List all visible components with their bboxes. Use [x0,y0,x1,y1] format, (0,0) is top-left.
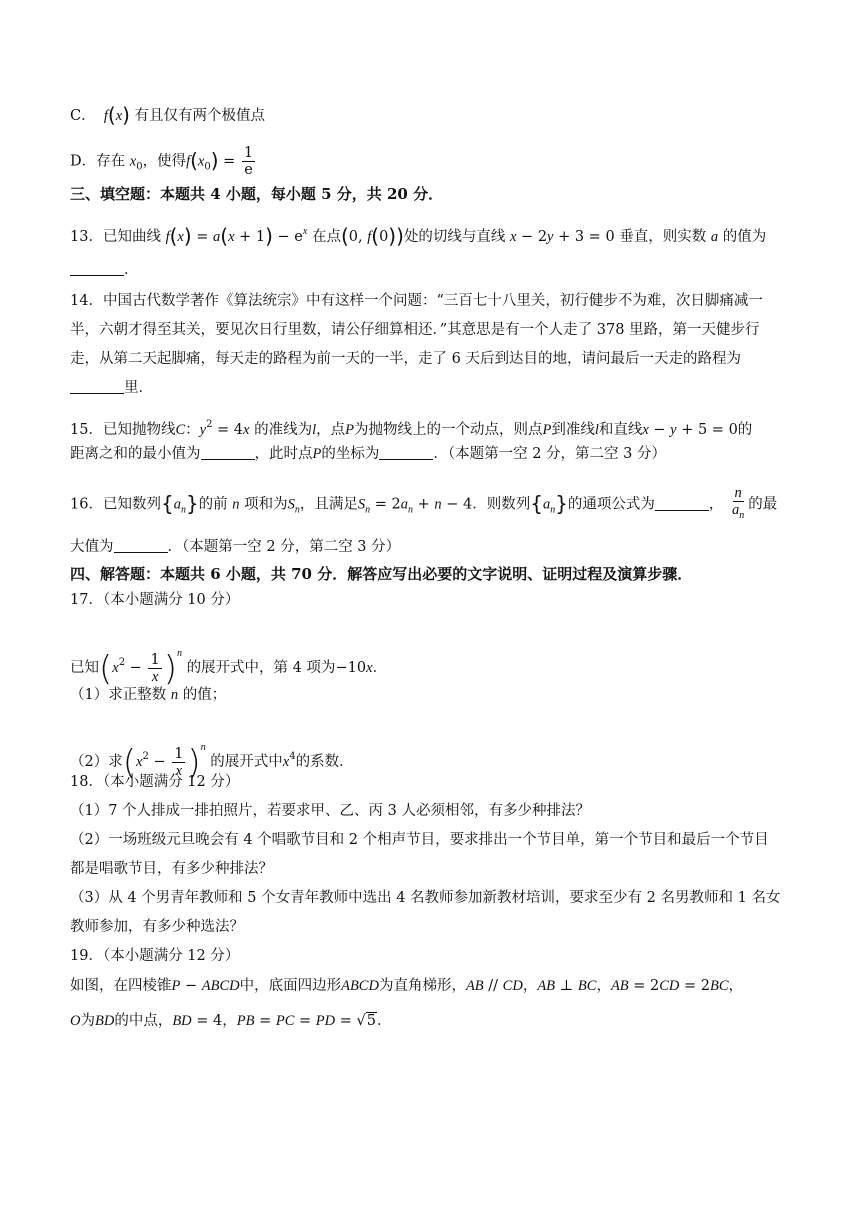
q14-line2: 半，六朝才得至其关，要见次日行里数，请公仔细算相还．”其意思是有一个人走了 378 里路，第一天健步行 [70,322,760,338]
q14-line1: 14．中国古代数学著作《算法统宗》中有这样一个问题：“三百七十八里关，初行健步不为难，次日脚痛减一 [70,293,763,309]
q18-part2-line2: 都是唱歌节目，有多少种排法？ [70,861,273,877]
q12-option-c: C． f(x) 有且仅有两个极值点 [70,103,266,127]
answer-blank [70,261,124,276]
option-label: C． [70,108,96,124]
q16-line1: 16．已知数列$\{a_n\}$的前 n 项和为$S_n$，且满足$S_n = 2a_n + n - 4$．则数列$\{a_n\}$的通项公式为 ， $\frac{n}{a_n}$ 的最 [70,485,800,524]
q18-header: 18．（本小题满分 12 分） [70,774,240,790]
q19-header: 19．（本小题满分 12 分） [70,948,240,964]
q16-line2: 大值为 ．（本题第一空 2 分，第二空 3 分） [70,539,401,555]
q19-line1: 如图，在四棱锥P − ABCD中，底面四边形ABCD为直角梯形，AB // CD，AB ⊥ BC，AB = 2CD = 2BC， [70,978,744,994]
q18-part3-line1: （3）从 4 个男青年教师和 5 个女青年教师中选出 4 名教师参加新教材培训，要求至少有 2 名男教师和 1 名女 [70,890,781,906]
q15-line1: 15．已知抛物线C：$y^2 = 4x$ 的准线为l，点P为抛物线上的一个动点，则点P到准线l和直线x − y + 5 = 0的 [70,419,753,438]
answer-blank-2 [114,538,168,553]
q17-header: 17．（本小题满分 10 分） [70,592,240,608]
fraction: $\frac{1}{e}$ [243,145,254,178]
fraction-n-over-an: $\frac{n}{a_n}$ [732,485,745,521]
q13-line1: 13．已知曲线 $f(x) = a(x + 1) - e^x$ 在点(0, f(0))处的切线与直线 x − 2y + 3 = 0 垂直，则实数 a 的值为 [70,224,767,248]
q19-line2: O为BD的中点，BD = 4，PB = PC = PD = √5． [70,1013,392,1029]
q18-part3-line2: 教师参加，有多少种选法？ [70,919,244,935]
formula: f [100,108,108,124]
answer-blank-1 [201,445,255,460]
option-label: D．存在 [70,153,126,170]
q17-intro: 已知($x^2$ − $\frac{1}{x}$ )$^n$ 的展开式中，第 4 项为−10x． [70,648,388,689]
q17-part1: （1）求正整数 n 的值； [70,687,227,703]
q18-part1: （1）7 个人排成一排拍照片，若要求甲、乙、丙 3 人必须相邻，有多少种排法？ [70,803,591,819]
q13-line2: ． [70,259,800,281]
answer-blank [70,379,124,394]
option-text: 有且仅有两个极值点 [134,108,266,124]
q15-line2: 距离之和的最小值为 ，此时点P的坐标为 ．（本题第一空 2 分，第二空 3 分） [70,446,666,462]
answer-blank-2 [379,445,433,460]
answer-blank-1 [655,496,709,511]
q14-line3: 走，从第二天起脚痛，每天走的路程为前一天的一半，走了 6 天后到达目的地，请问最后一天走的路程为 [70,351,741,367]
q14-line4: 里． [70,377,800,399]
section3-heading: 三、填空题：本题共 4 小题，每小题 5 分，共 20 分． [70,185,444,203]
q18-part2-line1: （2）一场班级元旦晚会有 4 个唱歌节目和 2 个相声节目，要求排出一个节目单，第一个节目和最后一个节目 [70,832,769,848]
q17-part2: （2）求($x^2$ − $\frac{1}{x}$ )$^n$ 的展开式中$x^4$的系数． [70,742,354,783]
q12-option-d: D．存在 $x_0$，使得$f(x_0)$ = $\frac{1}{e}$ [70,145,254,178]
section4-heading: 四、解答题：本题共 6 小题，共 70 分．解答应写出必要的文字说明、证明过程及演算步骤． [70,565,693,583]
